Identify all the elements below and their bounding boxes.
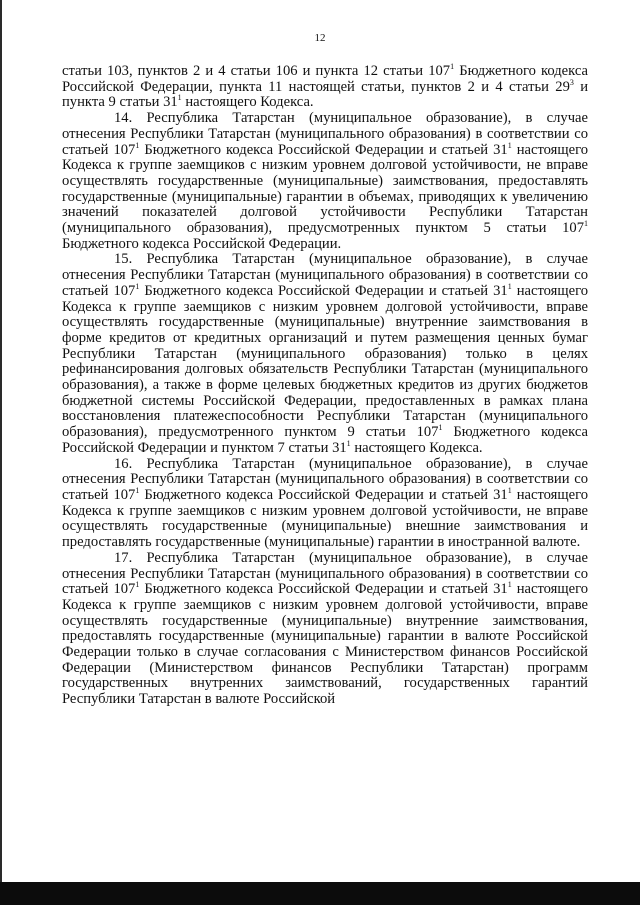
text-run: 15. Республика Татарстан (муниципальное образование), в случае отнесения Республики Татарстан (муниципального образования) в соответствии со статьей 107 bbox=[62, 251, 588, 299]
text-run: Бюджетного кодекса Российской Федерации, пункта 11 настоящей статьи, пунктов 2 и 4 статьи 29 bbox=[62, 63, 589, 95]
superscript-index: 1 bbox=[135, 485, 140, 495]
text-run: статьи 103, пунктов 2 и 4 статьи 106 и пункта 12 статьи 107 bbox=[62, 63, 451, 79]
text-run: Бюджетного кодекса Российской Федерации и статьей 31 bbox=[139, 581, 508, 598]
text-run: настоящего Кодекса к группе заемщиков с низким уровнем долговой устойчивости, не вправе осуществлять государственные (муниципальные) заимствования, предоставлять государственные (муниципальные) гарантии в объемах, приводящих к увеличению значений показателей долговой устойчивости Республики Татарстан (муниципального образования), предусмотренных пунктом 5 статьи 107 bbox=[62, 141, 589, 237]
text-run: Бюджетного кодекса Российской Федерации и статьей 31 bbox=[139, 141, 508, 158]
text-run: 17. Республика Татарстан (муниципальное образование), в случае отнесения Республики Татарстан (муниципального образования) в соответствии со статьей 107 bbox=[62, 549, 588, 598]
document-body bbox=[62, 64, 588, 708]
superscript-index: 1 bbox=[507, 140, 512, 150]
paragraph bbox=[62, 252, 588, 456]
superscript-index: 3 bbox=[569, 77, 574, 87]
text-run: Бюджетного кодекса Российской Федерации. bbox=[62, 235, 342, 252]
paragraph bbox=[62, 111, 588, 252]
superscript-index: 1 bbox=[438, 423, 443, 433]
superscript-index: 1 bbox=[450, 62, 455, 71]
page-number: 12 bbox=[314, 32, 326, 44]
scan-bottom-band bbox=[0, 882, 640, 905]
superscript-index: 1 bbox=[177, 93, 182, 103]
paragraph bbox=[62, 551, 588, 708]
paragraph bbox=[62, 64, 588, 111]
text-run: настоящего Кодекса к группе заемщиков с низким уровнем долговой устойчивости, не вправе осуществлять государственные (муниципальные) внешние заимствования и предоставлять государственные (муниципальные) гарантии в иностранной валюте. bbox=[62, 486, 589, 551]
text-run: 16. Республика Татарстан (муниципальное образование), в случае отнесения Республики Татарстан (муниципального образования) в соответствии со статьей 107 bbox=[62, 455, 588, 503]
text-run: Бюджетного кодекса Российской Федерации и статьей 31 bbox=[139, 282, 508, 299]
superscript-index: 1 bbox=[135, 140, 140, 150]
superscript-index: 1 bbox=[135, 580, 140, 590]
superscript-index: 1 bbox=[507, 580, 512, 590]
text-run: настоящего Кодекса. bbox=[181, 94, 314, 111]
superscript-index: 1 bbox=[135, 281, 140, 291]
text-run: и пункта 9 статьи 31 bbox=[62, 78, 589, 111]
superscript-index: 1 bbox=[507, 281, 512, 291]
text-run: 14. Республика Татарстан (муниципальное образование), в случае отнесения Республики Татарстан (муниципального образования) в соответствии со статьей 107 bbox=[62, 110, 588, 158]
paragraph bbox=[62, 457, 588, 551]
scan-left-edge bbox=[0, 0, 2, 905]
text-run: Бюджетного кодекса Российской Федерации и пунктом 7 статьи 31 bbox=[62, 424, 588, 456]
text-run: Бюджетного кодекса Российской Федерации и статьей 31 bbox=[139, 486, 508, 503]
superscript-index: 1 bbox=[346, 438, 351, 448]
superscript-index: 1 bbox=[507, 485, 512, 495]
text-run: настоящего Кодекса. bbox=[350, 439, 483, 456]
text-run: настоящего Кодекса к группе заемщиков с низким уровнем долговой устойчивости, вправе осуществлять государственные (муниципальные) внутренние заимствования в форме кредитов от кредитных организаций и путем размещения ценных бумаг Республики Татарстан (муниципального образования) только в целях рефинансирования долговых обязательств Республики Татарстан (муниципального образования), а также в форме целевых бюджетных кредитов из других бюджетов бюджетной системы Российской Федерации, предоставленных в рамках плана восстановления платежеспособности Республики Татарстан (муниципального образования), предусмотренного пунктом 9 статьи 107 bbox=[62, 282, 589, 441]
text-run: настоящего Кодекса к группе заемщиков с низким уровнем долговой устойчивости, вправе осуществлять государственные (муниципальные) внутренние заимствования, предоставлять государственные (муниципальные) гарантии в валюте Российской Федерации только в случае согласования с Министерством финансов Российской Федерации (Министерством финансов Республики Татарстан) программ государственных внутренних заимствований, государственных гарантий Республики Татарстан в валюте Российской bbox=[62, 581, 589, 708]
superscript-index: 1 bbox=[584, 219, 588, 229]
